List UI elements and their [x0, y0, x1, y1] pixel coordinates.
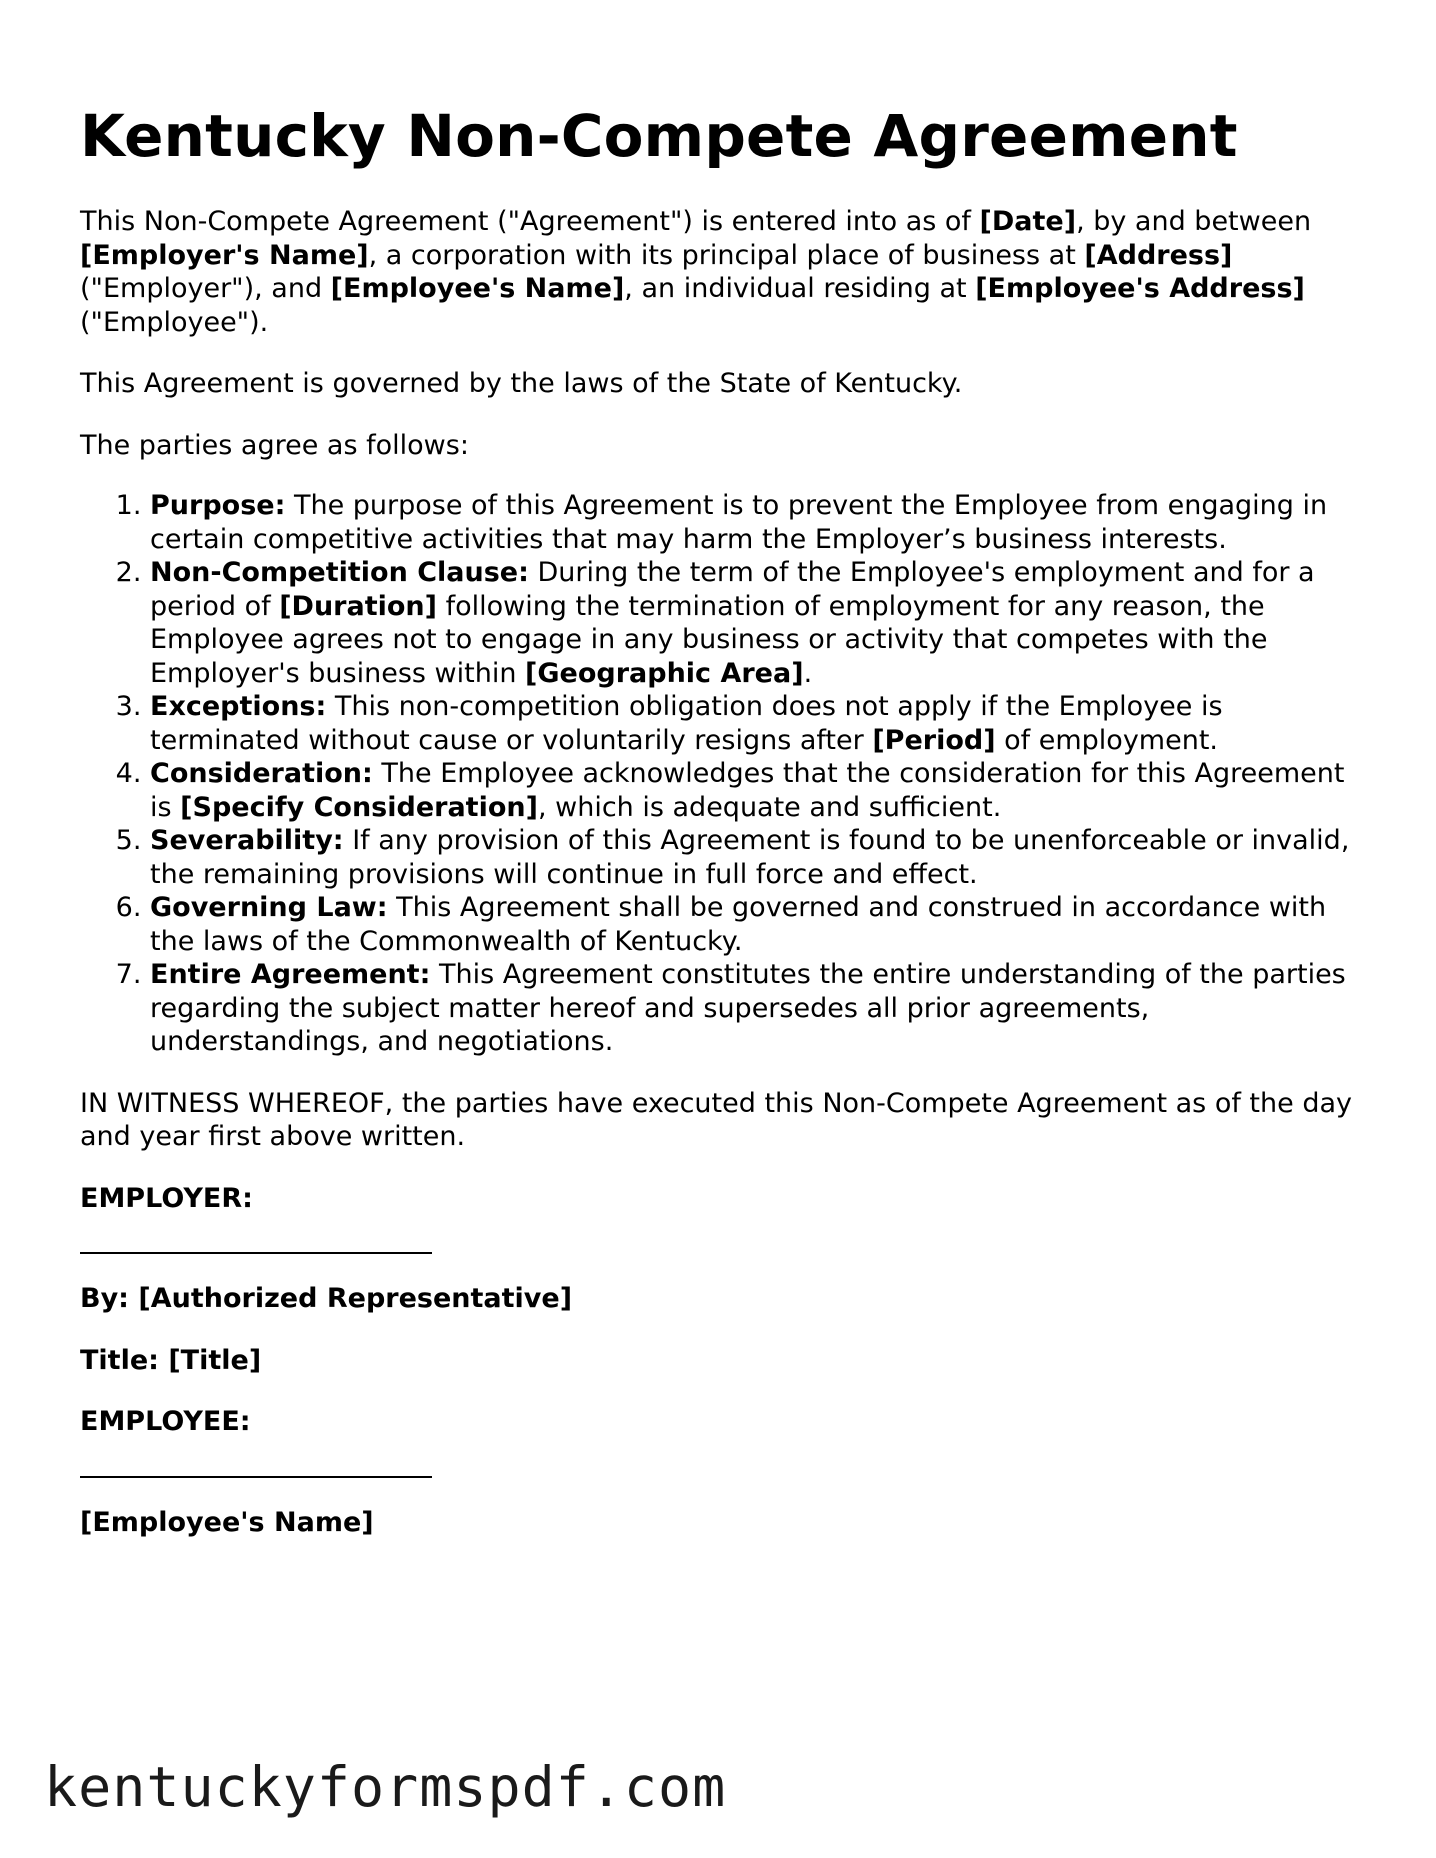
clause-text: This Agreement shall be governed and construed in accordance with the laws of the Commonwealth of Kentucky.	[150, 892, 1327, 957]
intro-text-6: ("Employee").	[80, 306, 269, 338]
clause-text: The purpose of this Agreement is to prevent the Employee from engaging in certain competitive activities that may harm the Employer’s business interests.	[150, 490, 1328, 555]
clause-text: If any provision of this Agreement is found to be unenforceable or invalid, the remaining provisions will continue in full force and effect.	[150, 825, 1350, 890]
clause-heading: Purpose:	[150, 490, 286, 521]
document-title: Kentucky Non-Compete Agreement	[80, 102, 1238, 170]
clause-text: During the term of the Employee's employment and for a period of	[150, 557, 1315, 622]
agree-statement: The parties agree as follows:	[80, 429, 469, 461]
clause-text: of employment.	[995, 724, 1218, 756]
employee-name-placeholder: [Employee's Name]	[330, 273, 625, 304]
employer-name-placeholder: [Employer's Name]	[80, 239, 369, 271]
clause-entire-agreement	[150, 958, 1370, 1059]
employee-label: EMPLOYEE:	[80, 1406, 251, 1437]
clause-heading: Exceptions:	[150, 691, 327, 722]
site-watermark: kentuckyformspdf.com	[44, 1755, 727, 1819]
clause-exceptions	[150, 690, 1370, 757]
clause-text: The Employee acknowledges that the consideration for this Agreement is	[150, 758, 1345, 823]
document-page	[80, 96, 1370, 1539]
employee-address-placeholder: [Employee's Address]	[975, 273, 1305, 304]
title-label: Title: [Title]	[80, 1344, 262, 1376]
clause-heading: Governing Law:	[150, 892, 388, 923]
clause-list	[80, 489, 1370, 1059]
clause-text: , which is adequate and sufficient.	[537, 791, 1002, 823]
geographic-area-placeholder: [Geographic Area]	[525, 657, 804, 689]
authorized-representative-label: By: [Authorized Representative]	[80, 1283, 573, 1314]
date-placeholder: [Date]	[979, 206, 1077, 237]
intro-text-1: This Non-Compete Agreement ("Agreement") is entered into as of	[80, 206, 980, 237]
employer-signature-line[interactable]	[80, 1252, 432, 1254]
clause-heading: Severability:	[150, 825, 344, 856]
clause-text: .	[803, 657, 813, 689]
clause-heading: Entire Agreement:	[150, 959, 431, 990]
intro-text-2: , by and between	[1076, 206, 1312, 237]
consideration-placeholder: [Specify Consideration]	[180, 791, 538, 823]
clause-text: This non-competition obligation does not apply if the Employee is terminated without cause or voluntarily resigns after	[150, 691, 1223, 756]
clause-heading: Non-Competition Clause:	[150, 557, 529, 588]
employer-label: EMPLOYER:	[80, 1182, 253, 1214]
clause-non-competition	[150, 556, 1370, 690]
clause-consideration	[150, 757, 1370, 824]
intro-paragraph	[80, 205, 1370, 339]
clause-text: following the termination of employment for any reason, the Employee agrees not to engage in any business or activity that competes with the Employer's business within	[150, 590, 1268, 689]
employee-signature-line[interactable]	[80, 1476, 432, 1478]
clause-governing-law	[150, 891, 1370, 958]
governing-statement: This Agreement is governed by the laws of the State of Kentucky.	[80, 368, 963, 399]
duration-placeholder: [Duration]	[279, 590, 437, 622]
intro-text-3: , a corporation with its principal place of business at	[368, 239, 1085, 271]
clause-severability	[150, 824, 1370, 891]
clause-purpose	[150, 489, 1370, 556]
period-placeholder: [Period]	[872, 724, 996, 756]
clause-heading: Consideration:	[150, 758, 373, 789]
witness-statement: IN WITNESS WHEREOF, the parties have executed this Non-Compete Agreement as of the day and year first above written.	[80, 1087, 1352, 1152]
address-placeholder: [Address]	[1084, 239, 1233, 271]
employee-name-label: [Employee's Name]	[80, 1506, 374, 1538]
clause-text: This Agreement constitutes the entire understanding of the parties regarding the subject matter hereof and supersedes all prior agreements, understandings, and negotiations.	[150, 959, 1346, 1057]
intro-text-5: , an individual residing at	[624, 273, 976, 304]
intro-text-4: ("Employer"), and	[80, 273, 331, 304]
